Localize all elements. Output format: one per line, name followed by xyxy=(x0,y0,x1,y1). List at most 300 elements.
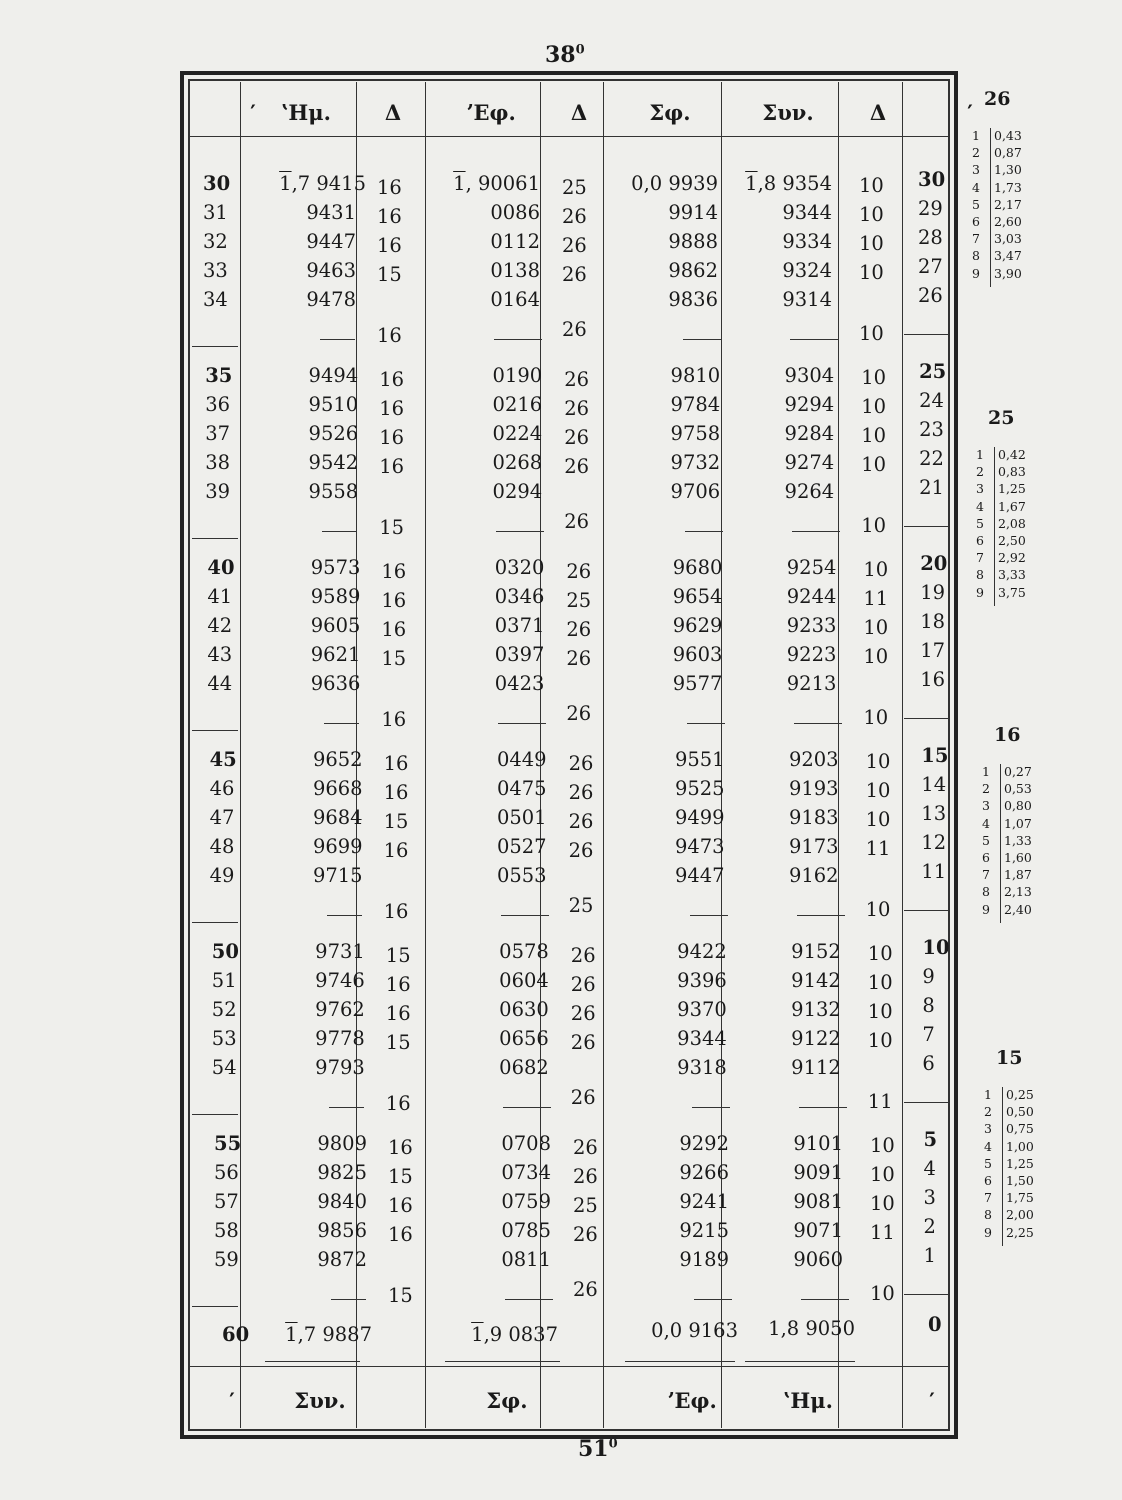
pp-row-index: 8 xyxy=(972,248,980,264)
sf-value: 9318 xyxy=(677,1056,727,1079)
minute-left: 42 xyxy=(207,614,233,637)
minute-left: 43 xyxy=(207,643,233,666)
delta-syn: 10 xyxy=(867,942,893,965)
group-dash xyxy=(687,723,725,724)
sf-value: 9603 xyxy=(672,643,723,666)
sf-value: 9292 xyxy=(679,1132,729,1155)
delta-syn: 10 xyxy=(867,1000,893,1023)
group-dash xyxy=(331,1299,366,1300)
hm-value: 9840 xyxy=(317,1190,367,1213)
hm-value: 9809 xyxy=(317,1132,367,1155)
pp-row-index: 4 xyxy=(976,498,984,514)
delta-syn: 10 xyxy=(863,616,889,639)
sf-value: 9241 xyxy=(679,1190,729,1213)
minute-left: 60 xyxy=(222,1323,250,1346)
hm-value: 9447 xyxy=(306,230,356,253)
pp-row-value: 0,50 xyxy=(1006,1104,1034,1120)
final-dash xyxy=(265,1361,360,1362)
hm-value: 9731 xyxy=(315,940,365,963)
pp-row-index: 7 xyxy=(984,1190,992,1206)
syn-value: 9173 xyxy=(788,835,839,858)
ef-value: 0112 xyxy=(490,230,540,253)
pp-row-index: 6 xyxy=(984,1173,992,1188)
delta-syn: 10 xyxy=(859,232,884,255)
delta-ef: 26 xyxy=(564,397,590,420)
sf-value: 9266 xyxy=(679,1161,729,1184)
hm-value: 9699 xyxy=(312,835,363,858)
delta-ef: 25 xyxy=(568,894,594,917)
delta-hm: 16 xyxy=(383,752,409,775)
sf-value: 9732 xyxy=(670,451,721,474)
pp-row-index: 4 xyxy=(984,1138,992,1154)
group-dash xyxy=(498,723,546,724)
pp-row-value: 1,87 xyxy=(1004,867,1032,883)
pp-row-index: 2 xyxy=(982,781,990,797)
ef-value: 0656 xyxy=(499,1027,549,1050)
hm-value: 9542 xyxy=(308,451,359,474)
hm-value: 9621 xyxy=(310,643,361,666)
pp-row-index: 3 xyxy=(982,798,990,814)
sf-value: 9499 xyxy=(674,806,725,829)
syn-value: 9284 xyxy=(784,422,835,445)
column-header: ʽΗμ. xyxy=(281,100,331,125)
delta-hm: 15 xyxy=(383,810,409,833)
footer-rule xyxy=(190,1366,948,1367)
pp-row-value: 1,75 xyxy=(1006,1190,1034,1206)
pp-table-title: 26 xyxy=(984,88,1011,110)
ef-value: 0086 xyxy=(490,201,540,224)
minute-right: 30 xyxy=(918,168,946,191)
minute-right: 7 xyxy=(922,1023,935,1046)
delta-syn: 10 xyxy=(861,395,887,418)
minute-right: 1 xyxy=(923,1244,936,1267)
sf-value: 9447 xyxy=(674,864,725,887)
delta-ef: 26 xyxy=(570,944,596,967)
minute-right: 23 xyxy=(919,418,944,441)
minute-right: 25 xyxy=(919,360,947,383)
syn-value: 9162 xyxy=(788,864,839,887)
minute-left: 45 xyxy=(209,748,237,771)
minute-left: 38 xyxy=(205,451,231,474)
group-dash xyxy=(494,339,542,340)
pp-row-value: 0,83 xyxy=(998,464,1026,480)
column-header: ′ xyxy=(250,100,256,125)
sf-value: 9810 xyxy=(670,364,721,387)
pp-divider xyxy=(994,447,995,606)
group-dash xyxy=(797,915,845,916)
delta-ef: 26 xyxy=(564,455,590,478)
hm-value: 9573 xyxy=(310,556,361,579)
pp-row-value: 3,90 xyxy=(994,265,1022,281)
syn-value: 9334 xyxy=(782,230,832,253)
minute-right: 13 xyxy=(921,802,947,825)
group-dash xyxy=(799,1107,847,1108)
syn-value: 9304 xyxy=(784,364,835,387)
minute-right: 18 xyxy=(920,610,946,633)
syn-value: 9081 xyxy=(793,1190,843,1213)
group-rule-right xyxy=(904,1294,948,1295)
delta-ef: 26 xyxy=(562,234,587,257)
delta-ef: 26 xyxy=(564,510,590,533)
pp-table-title: 16 xyxy=(994,724,1021,746)
sf-value: 9914 xyxy=(668,201,718,224)
delta-hm: 15 xyxy=(385,1031,411,1054)
sf-value: 9551 xyxy=(674,748,725,771)
delta-syn: 10 xyxy=(859,322,884,345)
pp-row-value: 2,92 xyxy=(998,550,1026,566)
pp-row-value: 2,17 xyxy=(994,196,1022,212)
ef-value: 0578 xyxy=(499,940,549,963)
minute-right: 20 xyxy=(920,552,948,575)
minute-left: 46 xyxy=(209,777,235,800)
group-dash xyxy=(694,1299,732,1300)
pp-row-value: 1,67 xyxy=(998,498,1026,514)
delta-syn: 10 xyxy=(861,453,887,476)
pp-row-index: 3 xyxy=(984,1121,992,1137)
sf-value: 9525 xyxy=(674,777,725,800)
minute-left: 41 xyxy=(207,585,233,608)
delta-ef: 26 xyxy=(562,263,587,286)
pp-row-index: 7 xyxy=(982,867,990,883)
hm-value: 9478 xyxy=(306,288,356,311)
minute-left: 54 xyxy=(211,1056,237,1079)
delta-hm: 16 xyxy=(383,900,409,923)
minute-right: 3 xyxy=(923,1186,936,1209)
minute-right: 21 xyxy=(919,476,944,499)
minute-left: 55 xyxy=(214,1132,242,1155)
hm-value: 9715 xyxy=(312,864,363,887)
column-divider xyxy=(603,82,604,1428)
sf-value: 9888 xyxy=(668,230,718,253)
delta-syn: 10 xyxy=(865,779,891,802)
pp-row-value: 1,73 xyxy=(994,179,1022,195)
column-footer: ʼΕφ. xyxy=(667,1388,717,1413)
pp-row-index: 6 xyxy=(972,214,980,229)
delta-syn: 10 xyxy=(865,750,891,773)
pp-row-value: 1,25 xyxy=(998,481,1026,497)
group-dash xyxy=(801,1299,849,1300)
syn-value: 9294 xyxy=(784,393,835,416)
group-dash xyxy=(692,1107,730,1108)
column-header: Δ xyxy=(570,100,588,125)
ef-value: 0224 xyxy=(492,422,543,445)
minute-right: 4 xyxy=(923,1157,936,1180)
column-header: ʼΕφ. xyxy=(466,100,516,125)
group-rule-left xyxy=(192,346,238,347)
minute-right: 8 xyxy=(922,994,935,1017)
group-rule-left xyxy=(192,1306,238,1307)
delta-syn: 11 xyxy=(870,1221,895,1244)
delta-hm: 16 xyxy=(381,560,407,583)
delta-ef: 26 xyxy=(564,426,590,449)
delta-hm: 15 xyxy=(379,516,405,539)
syn-value: 9314 xyxy=(782,288,832,311)
group-dash xyxy=(501,915,549,916)
pp-row-index: 1 xyxy=(984,1087,992,1102)
pp-row-index: 8 xyxy=(984,1207,992,1223)
group-dash xyxy=(505,1299,553,1300)
sf-value: 9473 xyxy=(674,835,725,858)
ef-value: 0449 xyxy=(496,748,547,771)
delta-hm: 16 xyxy=(381,618,407,641)
pp-row-value: 1,00 xyxy=(1006,1138,1034,1154)
sf-value: 9758 xyxy=(670,422,721,445)
ef-value: 0708 xyxy=(501,1132,551,1155)
hm-value: 9526 xyxy=(308,422,359,445)
minute-left: 51 xyxy=(211,969,237,992)
sf-value: 9215 xyxy=(679,1219,729,1242)
delta-syn: 11 xyxy=(867,1090,893,1113)
sf-value: 9862 xyxy=(668,259,718,282)
pp-row-index: 5 xyxy=(976,515,984,531)
final-dash xyxy=(745,1361,855,1362)
sf-value: 0,0 9939 xyxy=(631,172,718,195)
delta-syn: 10 xyxy=(863,645,889,668)
delta-ef: 26 xyxy=(570,1002,596,1025)
delta-ef: 26 xyxy=(570,1031,596,1054)
syn-value: 9223 xyxy=(786,643,837,666)
syn-value: 9274 xyxy=(784,451,835,474)
minute-left: 32 xyxy=(203,230,228,253)
hm-value: 9510 xyxy=(308,393,359,416)
minute-right: 14 xyxy=(921,773,947,796)
hm-value: 9793 xyxy=(315,1056,365,1079)
sf-value: 9189 xyxy=(679,1248,729,1271)
pp-row-index: 2 xyxy=(984,1104,992,1120)
syn-value: 9254 xyxy=(786,556,837,579)
delta-ef: 26 xyxy=(568,839,594,862)
group-dash xyxy=(327,915,362,916)
delta-ef: 26 xyxy=(568,781,594,804)
pp-row-index: 5 xyxy=(984,1155,992,1171)
pp-row-value: 3,75 xyxy=(998,584,1026,600)
delta-hm: 15 xyxy=(385,944,411,967)
pp-row-index: 5 xyxy=(982,832,990,848)
group-dash xyxy=(792,531,840,532)
hm-value: 9494 xyxy=(308,364,359,387)
hm-value: 9746 xyxy=(315,969,365,992)
hm-value: 9652 xyxy=(312,748,363,771)
column-divider xyxy=(425,82,426,1428)
minute-right: 9 xyxy=(922,965,935,988)
pp-row-index: 1 xyxy=(972,128,980,143)
pp-divider xyxy=(1000,764,1001,923)
syn-value: 9324 xyxy=(782,259,832,282)
sf-value: 9680 xyxy=(672,556,723,579)
delta-ef: 26 xyxy=(568,810,594,833)
delta-ef: 26 xyxy=(566,702,592,725)
pp-row-index: 8 xyxy=(976,567,984,583)
delta-syn: 10 xyxy=(870,1192,895,1215)
delta-hm: 16 xyxy=(383,839,409,862)
column-footer: Συν. xyxy=(294,1388,346,1413)
pp-row-value: 0,80 xyxy=(1004,798,1032,814)
minute-right: 24 xyxy=(919,389,944,412)
column-divider xyxy=(240,82,241,1428)
delta-hm: 15 xyxy=(388,1165,413,1188)
hm-value: 9636 xyxy=(310,672,361,695)
hm-value: 9778 xyxy=(315,1027,365,1050)
syn-value: 9112 xyxy=(791,1056,841,1079)
minute-left: 49 xyxy=(209,864,235,887)
syn-value: 9091 xyxy=(793,1161,843,1184)
delta-ef: 25 xyxy=(573,1194,598,1217)
delta-syn: 10 xyxy=(865,898,891,921)
sf-value: 9629 xyxy=(672,614,723,637)
minute-left: 36 xyxy=(205,393,231,416)
syn-value: 9152 xyxy=(791,940,841,963)
pp-row-value: 3,47 xyxy=(994,248,1022,264)
group-rule-left xyxy=(192,1114,238,1115)
syn-value: 9233 xyxy=(786,614,837,637)
final-dash xyxy=(445,1361,560,1362)
group-dash xyxy=(685,531,723,532)
delta-hm: 16 xyxy=(377,176,402,199)
sf-value: 9422 xyxy=(677,940,727,963)
final-dash xyxy=(625,1361,735,1362)
hm-value: 9668 xyxy=(312,777,363,800)
delta-ef: 26 xyxy=(562,205,587,228)
delta-syn: 10 xyxy=(861,366,887,389)
pp-row-value: 1,07 xyxy=(1004,815,1032,831)
sf-value: 9370 xyxy=(677,998,727,1021)
delta-ef: 26 xyxy=(570,1086,596,1109)
pp-row-index: 9 xyxy=(984,1224,992,1240)
delta-hm: 15 xyxy=(388,1284,413,1307)
ef-value: 0190 xyxy=(492,364,543,387)
group-rule-right xyxy=(904,526,948,527)
delta-hm: 16 xyxy=(379,368,405,391)
minute-right: 16 xyxy=(920,668,946,691)
column-header: Συν. xyxy=(762,100,814,125)
ef-value: 0371 xyxy=(494,614,545,637)
pp-row-index: 9 xyxy=(982,901,990,917)
delta-ef: 26 xyxy=(566,647,592,670)
ef-value: 0811 xyxy=(501,1248,551,1271)
delta-hm: 16 xyxy=(377,205,402,228)
delta-syn: 10 xyxy=(861,514,887,537)
minute-right: 17 xyxy=(920,639,946,662)
pp-row-index: 4 xyxy=(982,815,990,831)
minute-left: 39 xyxy=(205,480,231,503)
group-dash xyxy=(320,339,355,340)
column-divider xyxy=(902,82,903,1428)
syn-value: 9101 xyxy=(793,1132,843,1155)
pp-row-value: 2,13 xyxy=(1004,884,1032,900)
minute-left: 31 xyxy=(203,201,228,224)
pp-row-index: 2 xyxy=(972,145,980,161)
ef-value: 0734 xyxy=(501,1161,551,1184)
pp-row-index: 3 xyxy=(972,162,980,178)
syn-value: 9060 xyxy=(793,1248,843,1271)
delta-ef: 26 xyxy=(570,973,596,996)
syn-value: 9203 xyxy=(788,748,839,771)
delta-hm: 16 xyxy=(385,1002,411,1025)
group-rule-right xyxy=(904,910,948,911)
pp-row-index: 2 xyxy=(976,464,984,480)
pp-row-value: 1,30 xyxy=(994,162,1022,178)
delta-hm: 15 xyxy=(377,263,402,286)
delta-syn: 10 xyxy=(870,1134,895,1157)
hm-value: 9431 xyxy=(306,201,356,224)
pp-row-value: 3,03 xyxy=(994,231,1022,247)
minute-right: 6 xyxy=(922,1052,935,1075)
delta-ef: 26 xyxy=(573,1165,598,1188)
ef-value: 0320 xyxy=(494,556,545,579)
minute-left: 37 xyxy=(205,422,231,445)
delta-syn: 10 xyxy=(870,1163,895,1186)
ef-value: 0527 xyxy=(496,835,547,858)
delta-syn: 10 xyxy=(859,174,884,197)
pp-row-value: 1,60 xyxy=(1004,850,1032,865)
delta-hm: 15 xyxy=(381,647,407,670)
delta-ef: 26 xyxy=(573,1223,598,1246)
minute-left: 44 xyxy=(207,672,233,695)
delta-syn: 10 xyxy=(870,1282,895,1305)
hm-value: 9872 xyxy=(317,1248,367,1271)
pp-row-index: 9 xyxy=(976,584,984,600)
group-rule-left xyxy=(192,730,238,731)
ef-value: 0164 xyxy=(490,288,540,311)
minute-right: 15 xyxy=(921,744,949,767)
delta-syn: 10 xyxy=(863,558,889,581)
pp-row-index: 5 xyxy=(972,196,980,212)
pp-row-index: 1 xyxy=(976,447,984,462)
syn-value: 9244 xyxy=(786,585,837,608)
hm-value: 9589 xyxy=(310,585,361,608)
group-dash xyxy=(683,339,721,340)
minute-left: 56 xyxy=(214,1161,239,1184)
group-dash xyxy=(496,531,544,532)
delta-hm: 16 xyxy=(377,234,402,257)
hm-value: 9856 xyxy=(317,1219,367,1242)
sf-value: 9577 xyxy=(672,672,723,695)
minute-left: 59 xyxy=(214,1248,239,1271)
pp-row-value: 0,53 xyxy=(1004,781,1032,797)
pp-row-value: 0,43 xyxy=(994,128,1022,143)
delta-hm: 16 xyxy=(383,781,409,804)
minute-left: 34 xyxy=(203,288,228,311)
minute-left: 50 xyxy=(211,940,239,963)
pp-row-index: 3 xyxy=(976,481,984,497)
delta-hm: 16 xyxy=(381,589,407,612)
column-footer: ʽΗμ. xyxy=(783,1388,833,1413)
pp-row-index: 6 xyxy=(982,850,990,865)
top-degree-label: $38^0$ xyxy=(545,42,585,68)
delta-hm: 16 xyxy=(379,426,405,449)
minute-left: 33 xyxy=(203,259,228,282)
pp-divider xyxy=(1002,1087,1003,1246)
ef-value: 0475 xyxy=(496,777,547,800)
pp-row-value: 2,25 xyxy=(1006,1224,1034,1240)
delta-ef: 26 xyxy=(573,1136,598,1159)
delta-syn: 10 xyxy=(865,808,891,831)
pp-row-index: 6 xyxy=(976,533,984,548)
delta-ef: 26 xyxy=(573,1278,598,1301)
minute-right: 26 xyxy=(918,284,943,307)
pp-row-value: 0,42 xyxy=(998,447,1026,462)
column-header: Σφ. xyxy=(649,100,691,125)
ef-value: 1,9 0837 xyxy=(471,1323,558,1346)
pp-row-index: 7 xyxy=(976,550,984,566)
minute-right: 28 xyxy=(918,226,943,249)
ef-value: 0501 xyxy=(496,806,547,829)
delta-hm: 16 xyxy=(385,1092,411,1115)
delta-hm: 16 xyxy=(385,973,411,996)
minute-left: 48 xyxy=(209,835,235,858)
pp-row-value: 1,33 xyxy=(1004,832,1032,848)
pp-row-value: 2,60 xyxy=(994,214,1022,229)
